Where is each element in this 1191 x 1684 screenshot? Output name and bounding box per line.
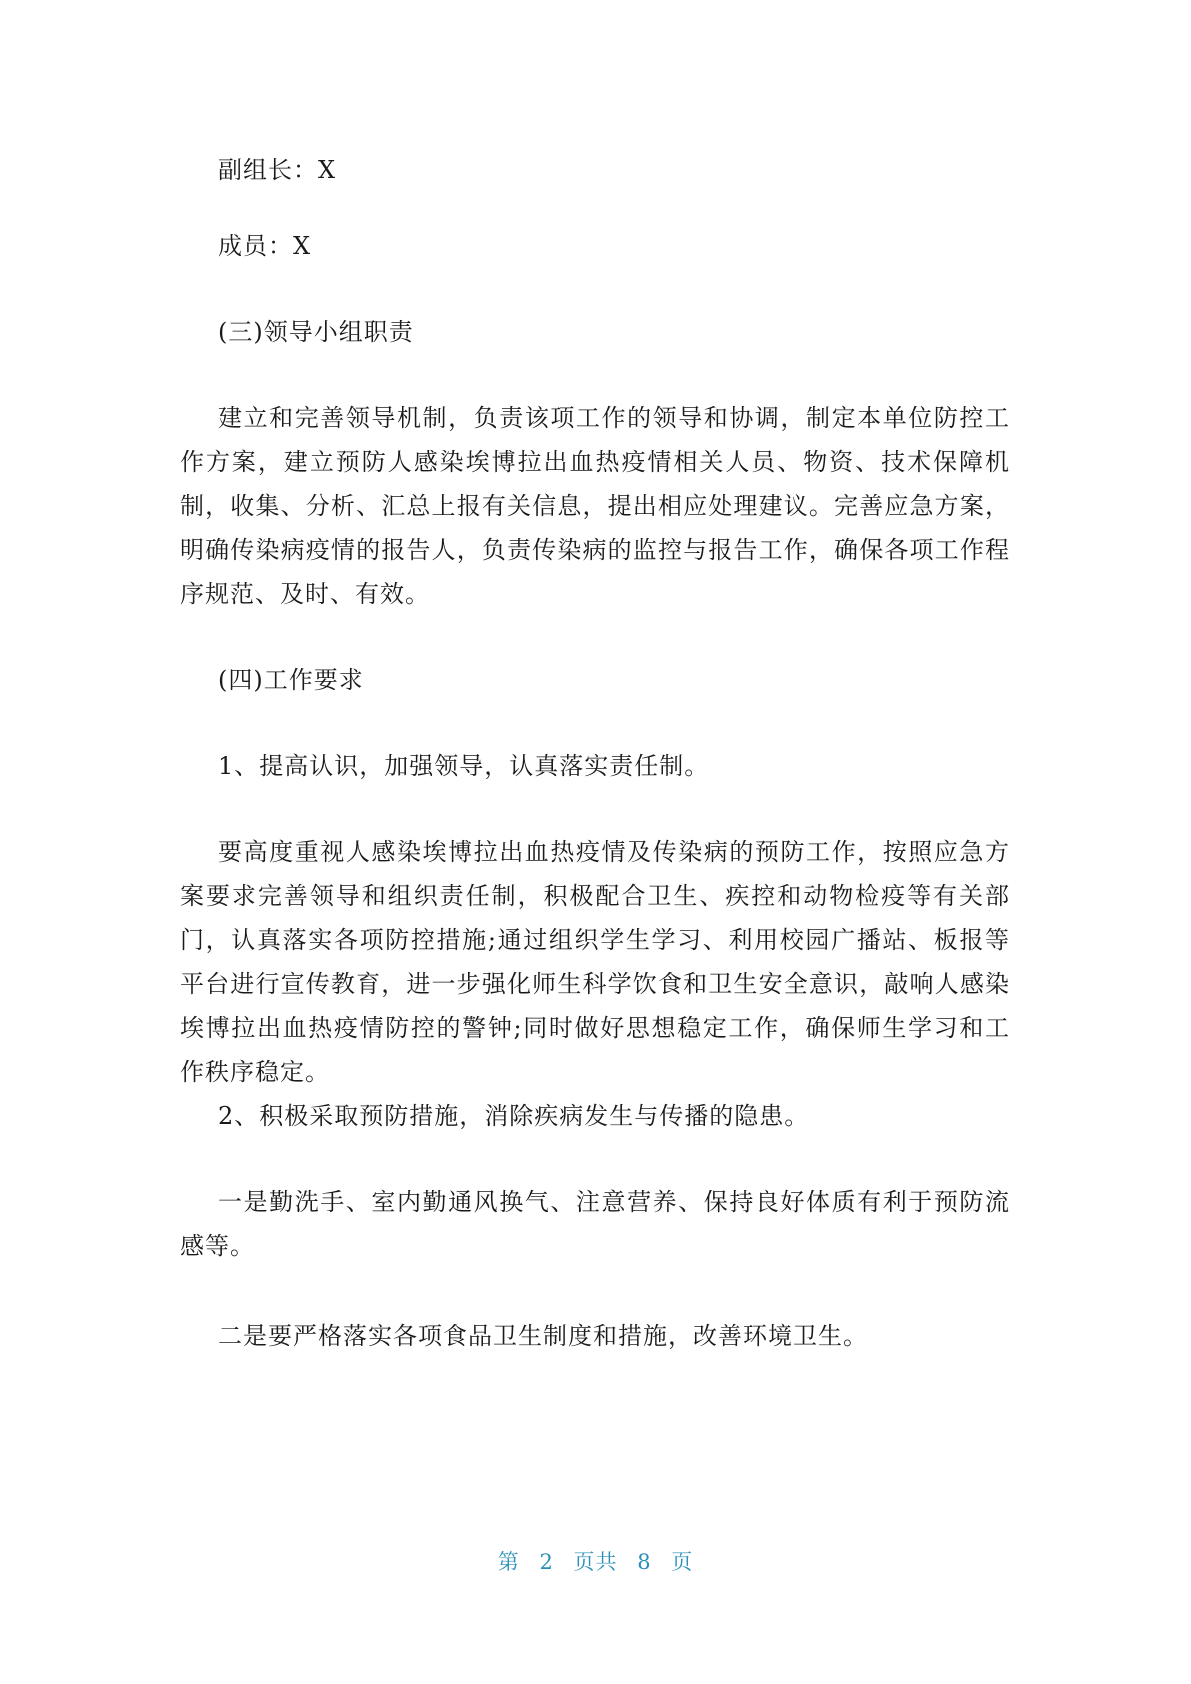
measure-2-line: 二是要严格落实各项食品卫生制度和措施，改善环境卫生。 — [218, 1322, 868, 1350]
requirement-1-body: 要高度重视人感染埃博拉出血热疫情及传染病的预防工作，按照应急方案要求完善领导和组织责任制，积极配合卫生、疾控和动物检疫等有关部门，认真落实各项防控措施;通过组织学生学习、利用校园广播站、板报等平台进行宣传教育，进一步强化师生科学饮食和卫生安全意识，敲响人感染埃博拉出血热疫情防控的警钟;同时做好思想稳定工作，确保师生学习和工作秩序稳定。 — [180, 838, 1010, 1086]
members-line: 成员：X — [218, 232, 312, 260]
page-footer — [0, 1546, 1191, 1576]
footer-di: 第 — [497, 1550, 520, 1574]
measure-1-paragraph: 一是勤洗手、室内勤通风换气、注意营养、保持良好体质有利于预防流感等。 — [180, 1188, 1010, 1260]
section-3-body: 建立和完善领导机制，负责该项工作的领导和协调，制定本单位防控工作方案，建立预防人感染埃博拉出血热疫情相关人员、物资、技术保障机制，收集、分析、汇总上报有关信息，提出相应处理建议。完善应急方案，明确传染病疫情的报告人，负责传染病的监控与报告工作，确保各项工作程序规范、及时、有效。 — [180, 404, 1010, 608]
vice-leader-line: 副组长：X — [218, 156, 337, 184]
requirement-1-heading: 1、提高认识，加强领导，认真落实责任制。 — [218, 752, 710, 780]
footer-ye-gong: 页共 — [573, 1550, 618, 1574]
footer-current-page: 2 — [539, 1550, 554, 1574]
section-3-heading: (三)领导小组职责 — [218, 318, 414, 346]
footer-total-pages: 8 — [637, 1550, 652, 1574]
section-4-heading: (四)工作要求 — [218, 666, 364, 694]
requirement-2-heading: 2、积极采取预防措施，消除疾病发生与传播的隐患。 — [218, 1102, 810, 1130]
footer-ye: 页 — [671, 1550, 694, 1574]
